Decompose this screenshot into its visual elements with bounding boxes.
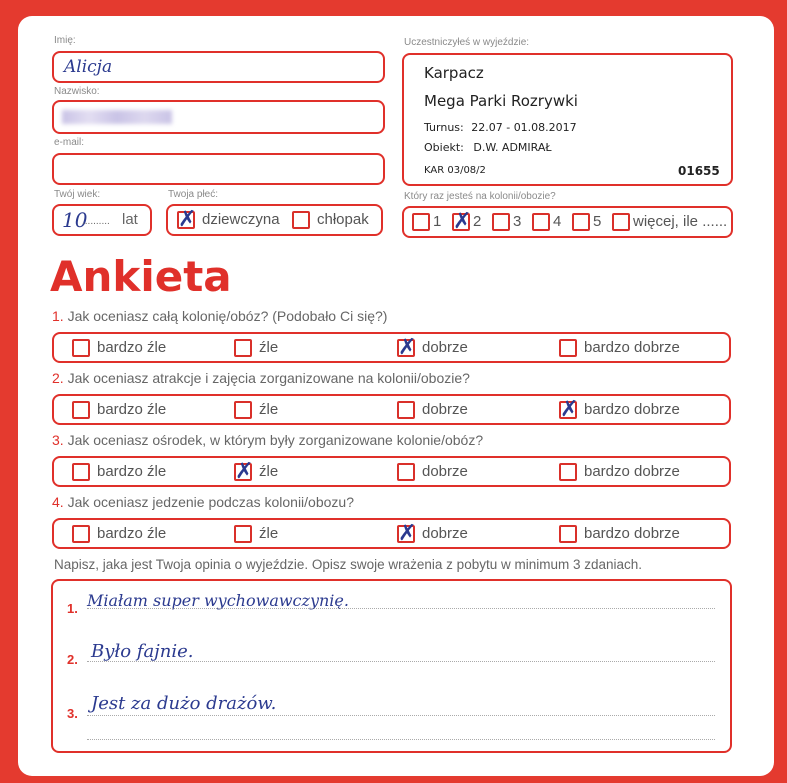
wiek-unit: lat [122,211,138,228]
imie-label: Imię: [54,35,76,46]
q2-bardzo-dobrze-checkbox[interactable] [559,401,577,419]
q4-opt-label: dobrze [422,525,468,542]
writing-line [87,608,715,609]
q2-opt-label: źle [259,401,279,418]
q1-zle-checkbox[interactable] [234,339,252,357]
plec-label: Twoja płeć: [168,189,219,200]
wiek-field[interactable] [52,204,152,236]
question-2: 2. Jak oceniasz atrakcje i zajęcia zorganizowane na kolonii/obozie? [52,370,470,386]
ktory-wiecej-checkbox[interactable] [612,213,630,231]
turnus-value: 22.07 - 01.08.2017 [471,121,577,134]
q1-opt-label: bardzo źle [97,339,167,356]
ktory-wiecej-label: więcej, ile ...... [633,213,728,230]
ktory-label: Który raz jesteś na kolonii/obozie? [404,191,556,202]
ktory-1-label: 1 [433,213,442,230]
plec-chlopak-checkbox[interactable] [292,211,310,229]
obiekt-label: Obiekt: [424,141,464,154]
q3-dobrze-checkbox[interactable] [397,463,415,481]
trip-label: Uczestniczyłeś w wyjeździe: [404,37,530,48]
opinion-line-2-text: Było fajnie. [91,641,194,662]
q1-bardzo-dobrze-checkbox[interactable] [559,339,577,357]
wiek-dots: .......... [82,216,110,227]
q4-opt-label: bardzo źle [97,525,167,542]
plec-dziewczyna-checkbox[interactable] [177,211,195,229]
q4-bardzo-dobrze-checkbox[interactable] [559,525,577,543]
writing-line [87,661,715,662]
q4-dobrze-checkbox[interactable] [397,525,415,543]
q2-zle-checkbox[interactable] [234,401,252,419]
imie-value: Alicja [64,57,113,77]
opinion-line-3-text: Jest za dużo drażów. [91,693,277,714]
trip-number: 01655 [678,164,720,178]
plec-field [166,204,383,236]
q3-opt-label: bardzo dobrze [584,463,680,480]
wiek-label: Twój wiek: [54,189,101,200]
q1-opt-label: bardzo dobrze [584,339,680,356]
answer-row-2 [52,394,731,425]
opinion-line-1-num: 1. [67,601,78,616]
email-label: e-mail: [54,137,85,148]
imie-field[interactable] [52,51,385,83]
writing-line [87,739,715,740]
email-field[interactable] [52,153,385,185]
obiekt-value: D.W. ADMIRAŁ [473,141,552,154]
trip-box [402,53,733,186]
trip-code: KAR 03/08/2 [424,165,486,176]
answer-row-1 [52,332,731,363]
ktory-5-label: 5 [593,213,602,230]
q2-opt-label: bardzo dobrze [584,401,680,418]
q4-zle-checkbox[interactable] [234,525,252,543]
opinion-line-1-text: Miałam super wychowawczynię. [87,591,349,610]
q2-opt-label: dobrze [422,401,468,418]
ktory-field [402,206,733,238]
trip-city: Karpacz [424,64,484,82]
q2-dobrze-checkbox[interactable] [397,401,415,419]
wiek-value: 10 [62,208,88,232]
ktory-3-label: 3 [513,213,522,230]
q3-opt-label: bardzo źle [97,463,167,480]
answer-row-4 [52,518,731,549]
nazwisko-label: Nazwisko: [54,86,100,97]
ktory-2-checkbox[interactable] [452,213,470,231]
q3-bardzo-dobrze-checkbox[interactable] [559,463,577,481]
ktory-2-label: 2 [473,213,482,230]
nazwisko-field[interactable] [52,100,385,134]
q2-opt-label: bardzo źle [97,401,167,418]
answer-row-3 [52,456,731,487]
q4-opt-label: źle [259,525,279,542]
q1-bardzo-zle-checkbox[interactable] [72,339,90,357]
survey-sheet [18,16,774,776]
q4-bardzo-zle-checkbox[interactable] [72,525,90,543]
question-4: 4. Jak oceniasz jedzenie podczas kolonii/obozu? [52,494,354,510]
trip-obiekt [424,141,552,154]
q3-bardzo-zle-checkbox[interactable] [72,463,90,481]
question-3: 3. Jak oceniasz ośrodek, w którym były zorganizowane kolonie/obóz? [52,432,484,448]
ktory-4-checkbox[interactable] [532,213,550,231]
plec-dziewczyna-label: dziewczyna [202,211,280,228]
writing-line [87,715,715,716]
opinion-box[interactable] [51,579,732,753]
ktory-1-checkbox[interactable] [412,213,430,231]
nazwisko-redacted [62,110,172,124]
page-title: Ankieta [50,252,232,301]
ktory-4-label: 4 [553,213,562,230]
ktory-5-checkbox[interactable] [572,213,590,231]
trip-park: Mega Parki Rozrywki [424,92,578,110]
q3-opt-label: dobrze [422,463,468,480]
q1-dobrze-checkbox[interactable] [397,339,415,357]
opinion-prompt: Napisz, jaka jest Twoja opinia o wyjeździe. Opisz swoje wrażenia z pobytu w minimum 3 zdaniach. [54,557,643,572]
q4-opt-label: bardzo dobrze [584,525,680,542]
opinion-line-2-num: 2. [67,652,78,667]
q1-opt-label: dobrze [422,339,468,356]
q3-zle-checkbox[interactable] [234,463,252,481]
trip-turnus [424,121,577,134]
q2-bardzo-zle-checkbox[interactable] [72,401,90,419]
question-1: 1. Jak oceniasz całą kolonię/obóz? (Podobało Ci się?) [52,308,388,324]
turnus-label: Turnus: [424,121,464,134]
q1-opt-label: źle [259,339,279,356]
q3-opt-label: źle [259,463,279,480]
ktory-3-checkbox[interactable] [492,213,510,231]
opinion-line-3-num: 3. [67,706,78,721]
plec-chlopak-label: chłopak [317,211,369,228]
